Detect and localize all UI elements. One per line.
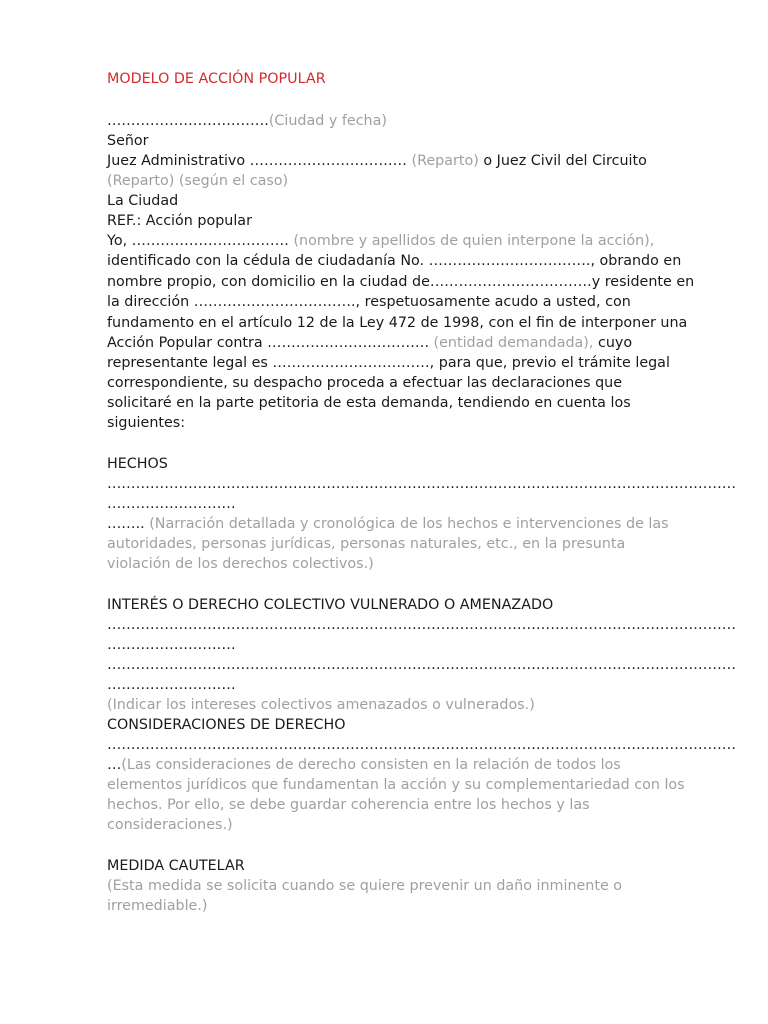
intro-name-hint: (nombre y apellidos de quien interpone la acción), [293, 233, 655, 249]
intro-entity-prefix: Acción Popular contra ……………………………. [107, 335, 429, 351]
hechos-hint-1: (Narración detallada y cronológica de los hechos e intervenciones de las [149, 516, 669, 532]
city-line: La Ciudad [107, 193, 179, 209]
consideraciones-hint-line-1 [107, 755, 697, 775]
intro-line-5: fundamento en el artículo 12 de la Ley 472 de 1998, con el fin de interponer una [107, 315, 688, 331]
document-title: MODELO DE ACCIÓN POPULAR [107, 71, 326, 87]
interes-heading: INTERÉS O DERECHO COLECTIVO VULNERADO O AMENAZADO [107, 597, 554, 613]
intro-line-4: la dirección ……………………………., respetuosamente acudo a usted, con [107, 294, 631, 310]
judge-prefix: Juez Administrativo …………………………… [107, 153, 407, 169]
interes-dots-4: ……………………… [107, 677, 236, 693]
hechos-hint-line-1 [107, 514, 697, 534]
intro-name-prefix: Yo, …………………………… [107, 233, 289, 249]
judge-reparto-line: (Reparto) (según el caso) [107, 173, 289, 189]
intro-line-10: siguientes: [107, 415, 186, 431]
intro-line-7: representante legal es ……………………………, para que, previo el trámite legal [107, 355, 670, 371]
interes-dots-1: …………………………………………………………………………………………………………………… [107, 617, 737, 633]
intro-line-9: solicitaré en la parte petitoria de esta demanda, tendiendo en cuenta los [107, 395, 631, 411]
intro-line-3: nombre propio, con domicilio en la ciudad de…………………………….y residente en [107, 274, 695, 290]
consideraciones-hint-prefix: … [107, 757, 122, 773]
intro-line-6 [107, 333, 697, 353]
consideraciones-heading: CONSIDERACIONES DE DERECHO [107, 717, 346, 733]
reference-line: REF.: Acción popular [107, 213, 252, 229]
medida-hint-1: (Esta medida se solicita cuando se quiere prevenir un daño inminente o [107, 878, 623, 894]
interes-hint: (Indicar los intereses colectivos amenazados o vulnerados.) [107, 697, 535, 713]
city-date-line [107, 111, 697, 131]
consideraciones-hint-3: hechos. Por ello, se debe guardar coherencia entre los hechos y las [107, 797, 590, 813]
hechos-heading: HECHOS [107, 456, 168, 472]
salutation: Señor [107, 133, 149, 149]
intro-line-2: identificado con la cédula de ciudadanía No. ……………………………., obrando en [107, 253, 682, 269]
judge-suffix: o Juez Civil del Circuito [483, 153, 647, 169]
hechos-hint-3: violación de los derechos colectivos.) [107, 556, 374, 572]
city-date-hint: (Ciudad y fecha) [268, 113, 387, 129]
hechos-dots-1: …………………………………………………………………………………………………………………… [107, 476, 737, 492]
consideraciones-hint-2: elementos jurídicos que fundamentan la acción y su complementariedad con los [107, 777, 685, 793]
medida-hint-2: irremediable.) [107, 898, 208, 914]
judge-reparto-hint: (Reparto) [411, 153, 479, 169]
hechos-hint-2: autoridades, personas jurídicas, personas naturales, etc., en la presunta [107, 536, 626, 552]
intro-entity-suffix: cuyo [597, 335, 633, 351]
medida-heading: MEDIDA CAUTELAR [107, 858, 245, 874]
judge-line [107, 151, 697, 171]
consideraciones-hint-4: consideraciones.) [107, 817, 233, 833]
interes-dots-2: ……………………… [107, 637, 236, 653]
intro-line-1 [107, 231, 697, 251]
city-date-dots: ……………………………. [107, 113, 269, 129]
intro-line-8: correspondiente, su despacho proceda a efectuar las declaraciones que [107, 375, 623, 391]
hechos-hint-prefix: …….. [107, 516, 145, 532]
consideraciones-dots-1: …………………………………………………………………………………………………………………… [107, 737, 737, 753]
intro-entity-hint: (entidad demandada), [433, 335, 594, 351]
interes-dots-3: …………………………………………………………………………………………………………………… [107, 657, 737, 673]
consideraciones-hint-1: (Las consideraciones de derecho consisten en la relación de todos los [121, 757, 621, 773]
hechos-dots-2: ……………………… [107, 496, 236, 512]
